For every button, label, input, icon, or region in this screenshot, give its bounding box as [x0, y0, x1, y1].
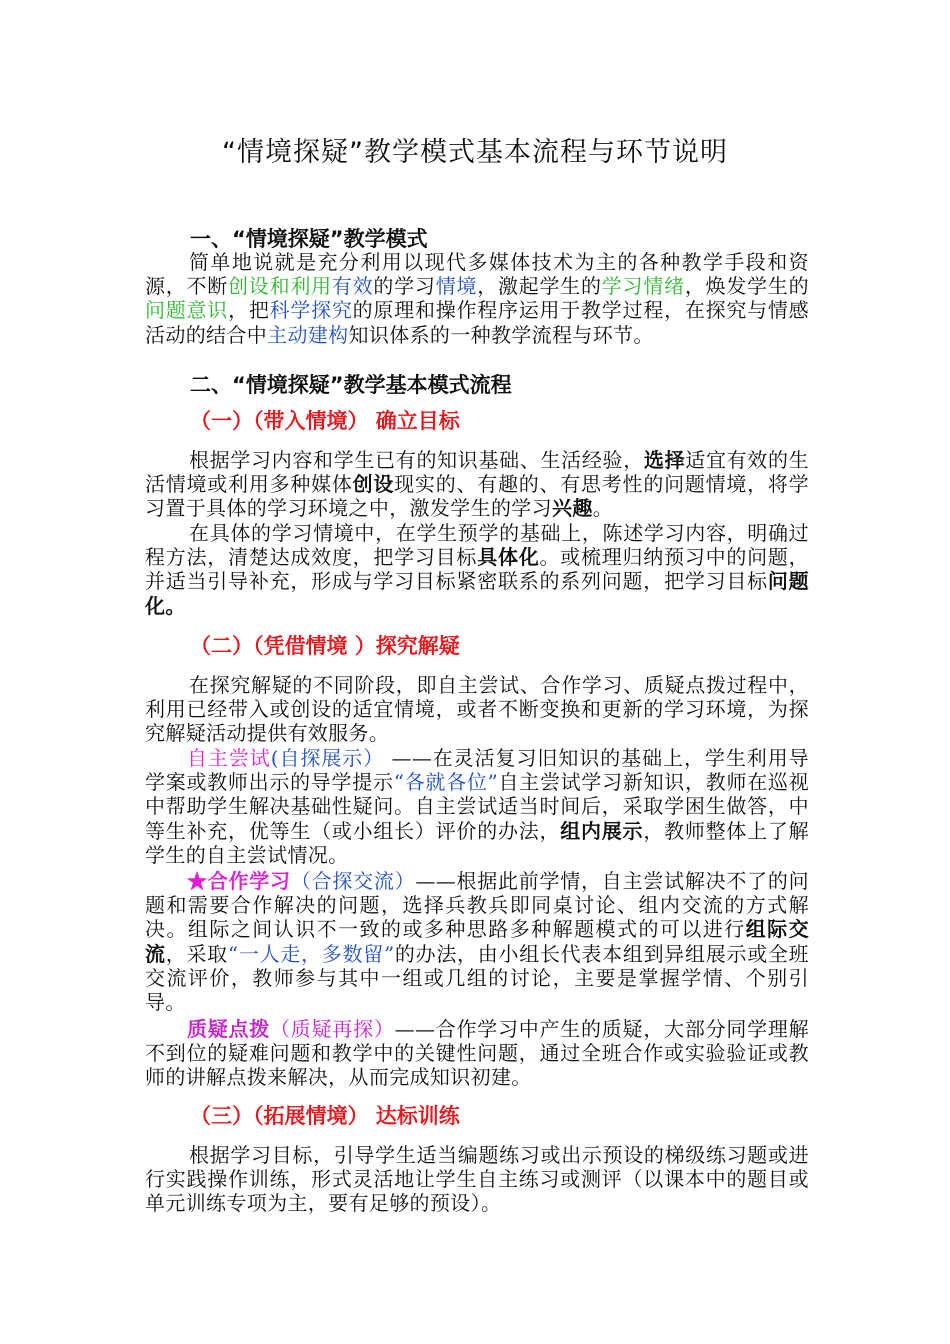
step2-paragraph-self-try: 自主尝试(自探展示） ——在灵活复习旧知识的基础上，学生利用导学案或教师出示的导学提示“各就各位”自主尝试学习新知识，教师在巡视中帮助学生解决基础性疑问。自主尝试适当时间后，采取学困生做答，中等生补充，优等生（或小组长）评价的办法，组内展示，教师整体上了解学生的自主尝试情况。 — [145, 746, 809, 867]
step1-paragraph-1: 根据学习内容和学生已有的知识基础、生活经验，选择适宜有效的生活情境或利用多种媒体创设现实的、有趣的、有思考性的问题情境，将学习置于具体的学习环境之中，激发学生的学习兴趣。 — [145, 448, 810, 521]
step2-heading: （二）（凭借情境 ）探究解疑 — [190, 633, 460, 658]
cooperate-label: ★合作学习 — [187, 869, 291, 893]
step3-heading: （三）（拓展情境） 达标训练 — [190, 1103, 460, 1128]
step2-paragraph-1: 在探究解疑的不同阶段，即自主尝试、合作学习、质疑点拨过程中，利用已经带入或创设的适宜情境，或者不断变换和更新的学习环境，为探究解疑活动提供有效服务。 — [145, 673, 809, 746]
section2-heading: 二、“情境探疑”教学基本模式流程 — [190, 373, 512, 397]
step3-paragraph-1: 根据学习目标，引导学生适当编题练习或出示预设的梯级练习题或进行实践操作训练，形式灵活地让学生自主练习或测评（以课本中的题目或单元训练专项为主，要有足够的预设）。 — [145, 1143, 809, 1216]
section1-paragraph: 简单地说就是充分利用以现代多媒体技术为主的各种教学手段和资源，不断创设和利用有效的学习情境，激起学生的学习情绪，焕发学生的问题意识，把科学探究的原理和操作程序运用于教学过程，在探究与情感活动的结合中主动建构知识体系的一种教学流程与环节。 — [145, 250, 810, 347]
section1-heading: 一、“情境探疑”教学模式 — [190, 227, 428, 251]
step2-paragraph-question: 质疑点拨（质疑再探）——合作学习中产生的质疑，大部分同学理解不到位的疑难问题和教学中的关键性问题，通过全班合作或实验验证或教师的讲解点拨来解决，从而完成知识初建。 — [145, 1017, 809, 1090]
page-title: “情境探疑”教学模式基本流程与环节说明 — [222, 137, 728, 168]
step1-heading: （一）（带入情境） 确立目标 — [190, 408, 460, 433]
question-label: 质疑点拨 — [187, 1017, 271, 1041]
step1-paragraph-2: 在具体的学习情境中，在学生预学的基础上，陈述学习内容，明确过程方法，清楚达成效度，把学习目标具体化。或梳理归纳预习中的问题，并适当引导补充，形成与学习目标紧密联系的系列问题，把学习目标问题化。 — [145, 521, 810, 618]
step2-paragraph-cooperate: ★合作学习（合探交流）——根据此前学情，自主尝试解决不了的问题和需要合作解决的问题，选择兵教兵即同桌讨论、组内交流的方式解决。组际之间认识不一致的或多种思路多种解题模式的可以进行组际交流，采取“一人走，多数留”的办法，由小组长代表本组到异组展示或全班交流评价，教师参与其中一组或几组的讨论，主要是掌握学情、个别引导。 — [145, 869, 809, 1015]
self-try-label: 自主尝试 — [187, 746, 271, 770]
